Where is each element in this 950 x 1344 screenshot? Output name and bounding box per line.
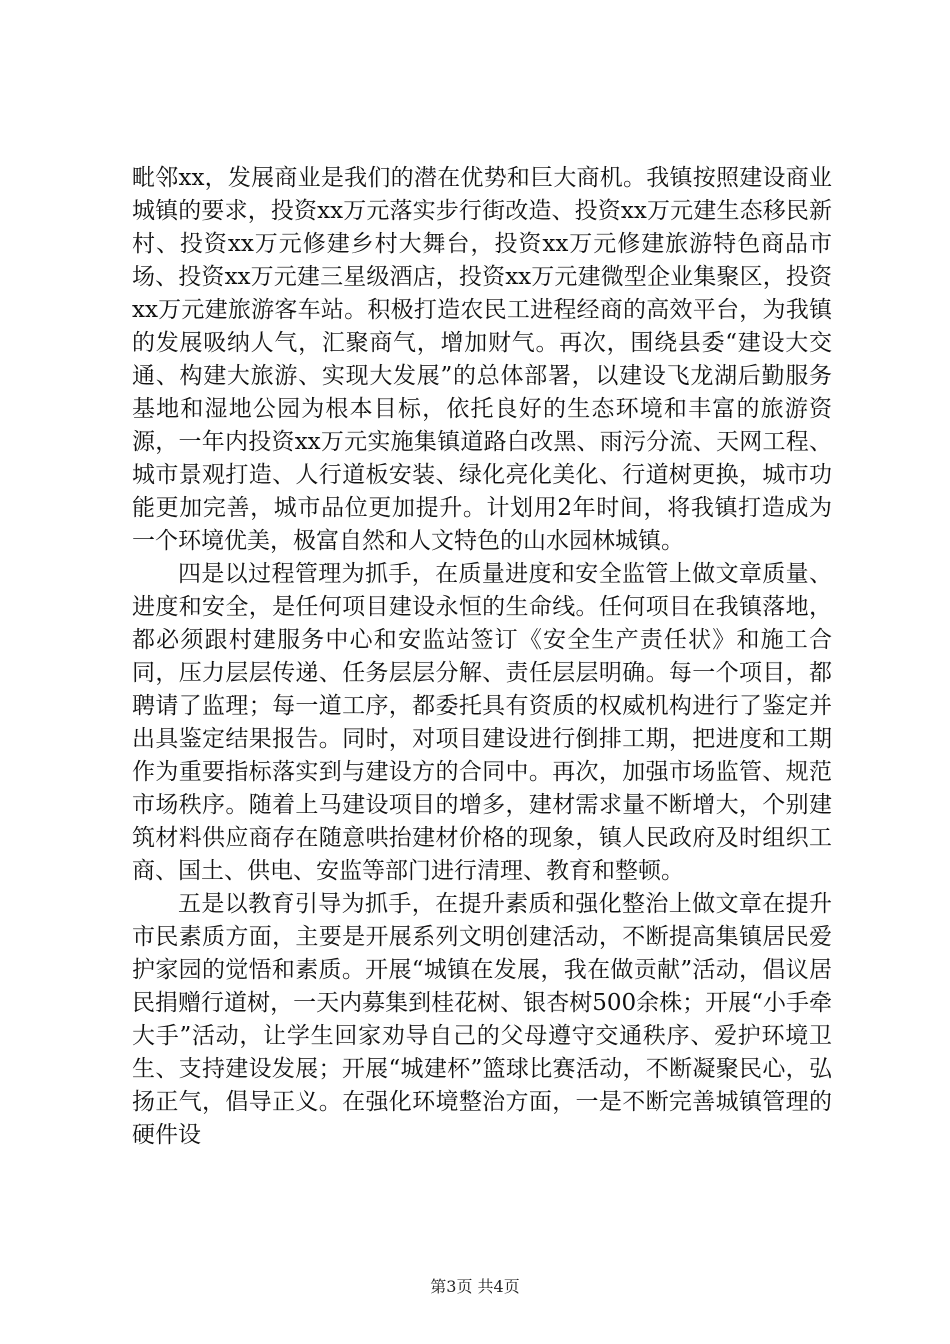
document-body xyxy=(132,162,832,1152)
page-number-footer: 第3页 共4页 xyxy=(430,1277,520,1296)
paragraph-2: 四是以过程管理为抓手，在质量进度和安全监管上做文章质量、进度和安全，是任何项目建设永恒的生命线。任何项目在我镇落地，都必须跟村建服务中心和安监站签订《安全生产责任状》和施工合同，压力层层传递、任务层层分解、责任层层明确。每一个项目，都聘请了监理；每一道工序，都委托具有资质的权威机构进行了鉴定并出具鉴定结果报告。同时，对项目建设进行倒排工期，把进度和工期作为重要指标落实到与建设方的合同中。再次，加强市场监管、规范市场秩序。随着上马建设项目的增多，建材需求量不断增大，个别建筑材料供应商存在随意哄抬建材价格的现象，镇人民政府及时组织工商、国土、供电、安监等部门进行清理、教育和整顿。 xyxy=(132,561,832,884)
paragraph-3: 五是以教育引导为抓手，在提升素质和强化整治上做文章在提升市民素质方面，主要是开展系列文明创建活动，不断提高集镇居民爱护家园的觉悟和素质。开展“城镇在发展，我在做贡献”活动，倡议居民捐赠行道树，一天内募集到桂花树、银杏树500余株；开展“小手牵大手”活动，让学生回家劝导自己的父母遵守交通秩序、爱护环境卫生、支持建设发展；开展“城建杯”篮球比赛活动，不断凝聚民心，弘扬正气，倡导正义。在强化环境整治方面，一是不断完善城镇管理的硬件设 xyxy=(132,891,832,1148)
paragraph-1: 毗邻xx，发展商业是我们的潜在优势和巨大商机。我镇按照建设商业城镇的要求，投资xx万元落实步行街改造、投资xx万元建生态移民新村、投资xx万元修建乡村大舞台，投资xx万元修建旅游特色商品市场、投资xx万元建三星级酒店，投资xx万元建微型企业集聚区，投资xx万元建旅游客车站。积极打造农民工进程经商的高效平台，为我镇的发展吸纳人气，汇聚商气，增加财气。再次，围绕县委“建设大交通、构建大旅游、实现大发展”的总体部署，以建设飞龙湖后勤服务基地和湿地公园为根本目标，依托良好的生态环境和丰富的旅游资源，一年内投资xx万元实施集镇道路白改黑、雨污分流、天网工程、城市景观打造、人行道板安装、绿化亮化美化、行道树更换，城市功能更加完善，城市品位更加提升。计划用2年时间，将我镇打造成为一个环境优美，极富自然和人文特色的山水园林城镇。 xyxy=(132,165,832,554)
